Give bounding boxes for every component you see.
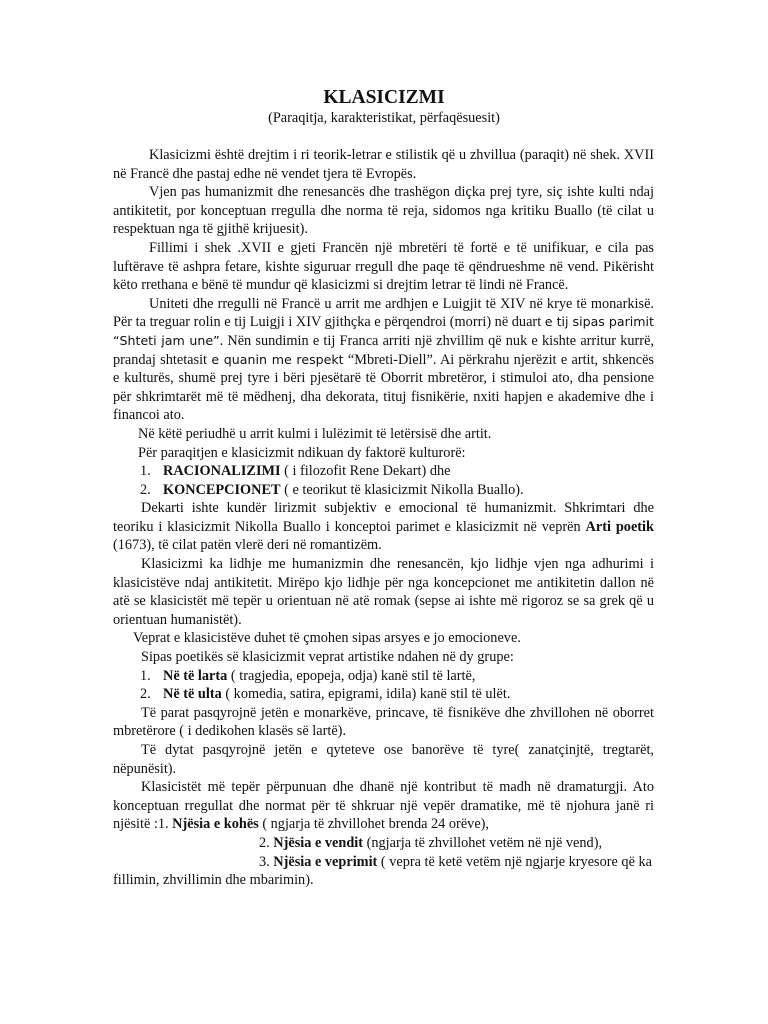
document-subtitle: (Paraqitja, karakteristikat, përfaqësuesit)	[268, 110, 500, 126]
paragraph-antiquity: Klasicizmi ka lidhje me humanizmin dhe renesancën, kjo lidhje vjen nga adhurimi i klasicistëve ndaj antikitetit. Mirëpo kjo lidhje për nga koncepcionet me antikitetin dallon në atë se klasicistët më tepër u orientuan në atë romak (sepse ai ishte më rigoroz se sa grek që u orientuan humanistët).	[113, 556, 654, 628]
paragraph-period: Në këtë periudhë u arrit kulmi i lulëzimit të letërsisë dhe artit.	[138, 425, 492, 442]
list-item-conceptions: 2. KONCEPCIONET ( e teorikut të klasicizmit Nikolla Buallo).	[140, 481, 524, 498]
paragraph-france: Fillimi i shek .XVII e gjeti Francën një mbretëri të fortë e të unifikuar, e cila pas luftërave të ashpra fetare, kishte siguruar rregull dhe paqe të qëndrueshme në vend. Pikërisht këto rrethana e bënë të mundur që klasicizmi si drejtim letrar të lindi në Francë.	[113, 239, 654, 294]
list-item-low-genres: 2. Në të ulta ( komedia, satira, epigrami, idila) kanë stil të ulët.	[140, 686, 511, 703]
paragraph-dramaturgy: Klasicistët më tepër përpunuan dhe dhanë një kontribut të madh në dramaturgji. Ato konceptuan rregullat dhe normat për të shkruar një vepër dramatike, më të njohura janë ri njësitë :1. Njësia e kohës ( ngjarja të zhvillohet brenda 24 orëve),	[113, 779, 654, 833]
paragraph-reason: Veprat e klasicistëve duhet të çmohen sipas arsyes e jo emocioneve.	[133, 630, 521, 647]
paragraph-groups-intro: Sipas poetikës së klasicizmit veprat artistike ndahen në dy grupe:	[141, 649, 514, 666]
list-item-high-genres: 1. Në të larta ( tragjedia, epopeja, odja) kanë stil të lartë,	[140, 667, 476, 684]
list-item-unity-place: 2. Njësia e vendit (ngjarja të zhvillohet vetëm në një vend),	[259, 834, 603, 851]
document-title: KLASICIZMI	[323, 87, 445, 108]
paragraph-factors-intro: Për paraqitjen e klasicizmit ndikuan dy faktorë kulturorë:	[138, 444, 466, 461]
paragraph-first-group: Të parat pasqyrojnë jetën e monarkëve, princave, të fisnikëve dhe zhvillohen në oborret mbretërore ( i dedikohen klasës së lartë).	[113, 704, 654, 740]
paragraph-louis-xiv: Uniteti dhe rregulli në Francë u arrit me ardhjen e Luigjit të XIV në krye të monarkisë. Për ta treguar rolin e tij Luigji i XIV gjithçka e përqendroi (morri) në duart e tij sipas parimit “Shteti jam une”. Nën sundimin e tij Franca arriti një zhvillim që nuk e kishte arritur kurrë, prandaj shtetasit e quanin me respekt “Mbreti-Diell”. Ai përkrahu njerëzit e artit, shkencës e kulturës, shumë prej tyre i bëri pjesëtarë të Oborrit mbretëror, i stimuloi ato, dha pensione për shkrimtarët më të mëdhenj, dha dekorata, tituj fisnikërie, nxiti hapjen e akademive dhe i financoi ato.	[113, 295, 654, 424]
paragraph-descartes: Dekarti ishte kundër lirizmit subjektiv e emocional të humanizmit. Shkrimtari dhe teoriku i klasicizmit Nikolla Buallo i konceptoi parimet e klasicizmit në veprën Arti poetik (1673), të cilat patën vlerë deri në romantizëm.	[113, 500, 654, 554]
paragraph-intro: Klasicizmi është drejtim i ri teorik-letrar e stilistik që u zhvillua (paraqit) në shek. XVII në Francë dhe pastaj edhe në vendet tjera të Evropës.	[113, 147, 654, 182]
list-item-rationalism: 1. RACIONALIZIMI ( i filozofit Rene Dekart) dhe	[140, 463, 451, 480]
list-item-unity-action: 3. Njësia e veprimit ( vepra të ketë vetëm një ngjarje kryesore që ka fillimin, zhvillimin dhe mbarimin).	[113, 853, 652, 889]
paragraph-second-group: Të dytat pasqyrojnë jetën e qyteteve ose banorëve të tyre( zanatçinjtë, tregtarët, nëpunësit).	[113, 742, 654, 777]
paragraph-humanism: Vjen pas humanizmit dhe renesancës dhe trashëgon diçka prej tyre, siç ishte kulti ndaj antikitetit, por konceptuan rregulla dhe norma të reja, sidomos nga kritiku Buallo (të cilat u respektuan nga të gjithë krijuesit).	[113, 184, 654, 238]
document-body	[113, 146, 654, 890]
